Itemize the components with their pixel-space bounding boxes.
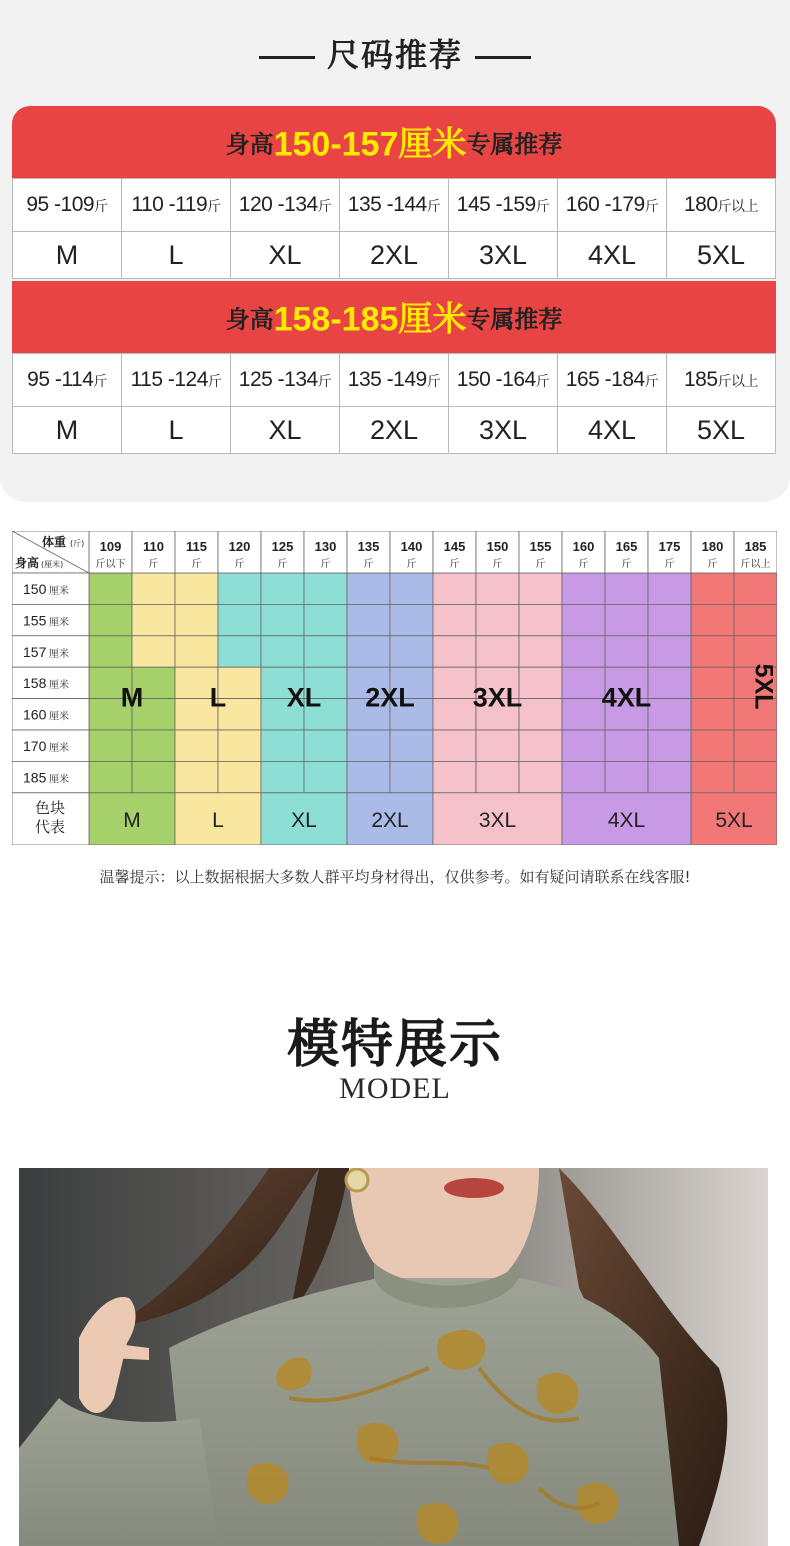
grid-cell	[304, 730, 347, 761]
height-row-value: 158	[23, 675, 47, 692]
grid-cell	[734, 730, 777, 761]
weight-cell: 125 -134斤	[231, 354, 340, 407]
legend-size-label: XL	[291, 808, 317, 832]
grid-cell	[261, 573, 304, 604]
grid-cell	[433, 699, 476, 730]
corner-height-label: 身高	[15, 556, 40, 570]
corner-weight-label: 体重	[42, 535, 67, 549]
grid-cell	[648, 699, 691, 730]
weight-header-value: 180	[701, 539, 724, 554]
size-cell: XL	[231, 407, 340, 454]
grid-cell	[476, 604, 519, 635]
size-table-158-185	[12, 353, 776, 454]
grid-cell	[519, 730, 562, 761]
size-region-label: M	[120, 682, 144, 713]
grid-cell	[89, 636, 132, 667]
weight-header-value: 165	[615, 539, 638, 554]
grid-cell	[433, 604, 476, 635]
grid-cell	[691, 761, 734, 792]
height-row-unit: 厘米	[49, 774, 69, 786]
grid-cell	[218, 761, 261, 792]
grid-cell	[476, 730, 519, 761]
size-region-label: 4XL	[601, 682, 652, 713]
grid-cell	[390, 636, 433, 667]
grid-cell	[261, 730, 304, 761]
grid-cell	[519, 761, 562, 792]
grid-cell	[519, 699, 562, 730]
corner-weight-unit: (斤)	[70, 539, 85, 548]
weight-header-value: 140	[400, 539, 423, 554]
weight-header-value: 115	[186, 539, 207, 554]
size-cell: L	[122, 232, 231, 279]
height-row-unit: 厘米	[49, 711, 69, 723]
grid-cell	[89, 573, 132, 604]
weight-header-unit: 斤	[406, 559, 417, 570]
size-recommendation-title	[0, 30, 790, 76]
grid-cell	[132, 604, 175, 635]
height-row-value: 157	[23, 643, 47, 660]
height-row-value: 155	[23, 612, 47, 629]
weight-header-value: 125	[271, 539, 294, 554]
size-cell: XL	[231, 232, 340, 279]
model-photo	[19, 1168, 768, 1546]
weight-cell: 120 -134斤	[231, 179, 340, 232]
grid-cell	[519, 636, 562, 667]
height-band-158-185	[12, 281, 776, 353]
weight-header-value: 135	[357, 539, 380, 554]
size-color-grid	[12, 531, 777, 845]
size-cell: 4XL	[558, 407, 667, 454]
title-text: 尺码推荐	[326, 36, 463, 74]
size-cell: M	[13, 232, 122, 279]
grid-cell	[562, 636, 605, 667]
size-region-label: XL	[286, 682, 322, 713]
size-region-label: L	[209, 682, 227, 713]
weight-header-unit: 斤以上	[740, 559, 771, 570]
model-photo-illustration	[19, 1168, 768, 1546]
size-cell: L	[122, 407, 231, 454]
weight-header-value: 175	[658, 539, 681, 554]
weight-row	[13, 179, 776, 232]
grid-cell	[562, 667, 605, 698]
legend-header-line: 代表	[34, 817, 66, 836]
grid-cell	[562, 699, 605, 730]
legend-size-label: M	[123, 808, 141, 832]
grid-cell	[433, 573, 476, 604]
tip-text: 温馨提示：以上数据根据大多数人群平均身材得出，仅供参考。如有疑问请联系在线客服!	[99, 868, 691, 886]
legend-header-line: 色块	[34, 798, 66, 817]
grid-cell	[648, 761, 691, 792]
title-left-dash	[259, 56, 315, 59]
weight-cell: 135 -144斤	[340, 179, 449, 232]
height-row-unit: 厘米	[49, 586, 69, 597]
weight-header-unit: 斤	[664, 559, 675, 570]
grid-cell	[433, 761, 476, 792]
weight-header-unit: 斤	[492, 559, 503, 570]
band-suffix: 专属推荐	[466, 305, 563, 334]
grid-cell	[562, 604, 605, 635]
weight-header-unit: 斤	[363, 559, 374, 570]
size-table-150-157	[12, 178, 776, 279]
size-cell: 3XL	[449, 232, 558, 279]
weight-header-value: 130	[314, 539, 337, 554]
grid-cell	[605, 604, 648, 635]
grid-cell	[390, 730, 433, 761]
weight-header-value: 145	[443, 539, 466, 554]
grid-cell	[132, 761, 175, 792]
grid-cell	[562, 573, 605, 604]
weight-cell: 115 -124斤	[122, 354, 231, 407]
grid-cell	[347, 573, 390, 604]
grid-cell	[390, 604, 433, 635]
grid-cell	[691, 730, 734, 761]
grid-cell	[605, 730, 648, 761]
grid-cell	[734, 761, 777, 792]
title-right-dash	[475, 56, 531, 59]
grid-cell	[218, 636, 261, 667]
grid-cell	[132, 573, 175, 604]
band-suffix: 专属推荐	[466, 130, 563, 159]
weight-header-unit: 斤	[191, 559, 202, 570]
grid-cell	[691, 573, 734, 604]
size-region-label: 3XL	[472, 682, 523, 713]
weight-header-value: 160	[572, 539, 595, 554]
grid-cell	[175, 604, 218, 635]
grid-cell	[347, 730, 390, 761]
grid-cell	[476, 761, 519, 792]
weight-cell: 185斤以上	[667, 354, 776, 407]
weight-cell: 160 -179斤	[558, 179, 667, 232]
weight-row	[13, 354, 776, 407]
height-row-value: 170	[23, 738, 47, 754]
grid-cell	[734, 573, 777, 604]
grid-cell	[218, 573, 261, 604]
weight-header-value: 150	[486, 539, 509, 554]
legend-size-label: 2XL	[371, 808, 409, 832]
grid-cell	[390, 761, 433, 792]
weight-cell: 145 -159斤	[449, 179, 558, 232]
weight-header-unit: 斤	[320, 559, 331, 570]
grid-cell	[304, 604, 347, 635]
grid-cell	[304, 573, 347, 604]
weight-header-value: 185	[744, 539, 767, 554]
weight-cell: 135 -149斤	[340, 354, 449, 407]
grid-cell	[433, 667, 476, 698]
grid-cell	[89, 604, 132, 635]
grid-cell	[175, 573, 218, 604]
grid-cell	[304, 636, 347, 667]
grid-cell	[734, 604, 777, 635]
grid-cell	[175, 761, 218, 792]
band-highlight: 150-157厘米	[273, 125, 467, 164]
size-cell: 5XL	[667, 407, 776, 454]
weight-header-unit: 斤	[578, 559, 589, 570]
height-row-value: 160	[23, 706, 47, 723]
weight-header-unit: 斤	[535, 559, 546, 570]
height-row-unit: 厘米	[49, 743, 69, 754]
size-cell: M	[13, 407, 122, 454]
weight-header-value: 155	[529, 539, 552, 554]
grid-cell	[605, 573, 648, 604]
grid-cell	[691, 699, 734, 730]
grid-cell	[433, 636, 476, 667]
weight-cell: 150 -164斤	[449, 354, 558, 407]
height-row-unit: 厘米	[49, 648, 69, 660]
legend-size-label: 4XL	[607, 808, 646, 832]
model-subtitle: MODEL	[339, 1072, 451, 1105]
grid-cell	[648, 667, 691, 698]
weight-cell: 165 -184斤	[558, 354, 667, 407]
band-prefix: 身高	[225, 130, 274, 159]
height-row-unit: 厘米	[49, 617, 69, 629]
height-row-value: 150	[23, 581, 47, 597]
grid-cell	[648, 730, 691, 761]
grid-cell	[132, 730, 175, 761]
grid-cell	[218, 604, 261, 635]
weight-header-unit: 斤	[707, 559, 718, 570]
legend-size-label: 5XL	[715, 808, 753, 832]
weight-header-value: 110	[143, 539, 164, 554]
size-region-label: 2XL	[365, 682, 415, 713]
grid-cell	[691, 636, 734, 667]
height-band-150-157	[12, 106, 776, 178]
grid-cell	[261, 604, 304, 635]
grid-cell	[347, 761, 390, 792]
grid-cell	[89, 761, 132, 792]
size-cell: 2XL	[340, 232, 449, 279]
grid-cell	[390, 573, 433, 604]
model-title: 模特展示	[286, 1014, 503, 1075]
grid-cell	[132, 636, 175, 667]
weight-cell: 95 -114斤	[13, 354, 122, 407]
grid-cell	[175, 636, 218, 667]
size-cell: 5XL	[667, 232, 776, 279]
grid-cell	[648, 636, 691, 667]
grid-cell	[261, 636, 304, 667]
weight-cell: 110 -119斤	[122, 179, 231, 232]
grid-cell	[562, 730, 605, 761]
grid-cell	[734, 636, 777, 667]
grid-cell	[562, 761, 605, 792]
legend-size-label: L	[212, 808, 224, 832]
grid-cell	[433, 730, 476, 761]
weight-header-value: 109	[99, 539, 122, 554]
grid-cell	[519, 573, 562, 604]
grid-cell	[261, 761, 304, 792]
size-row	[13, 232, 776, 279]
grid-cell	[519, 604, 562, 635]
weight-cell: 180斤以上	[667, 179, 776, 232]
grid-cell	[218, 730, 261, 761]
height-row-unit: 厘米	[49, 680, 69, 692]
grid-cell	[476, 573, 519, 604]
grid-cell	[519, 667, 562, 698]
grid-cell	[347, 636, 390, 667]
corner-height-unit: (厘米)	[41, 560, 64, 569]
grid-cell	[89, 730, 132, 761]
grid-cell	[648, 573, 691, 604]
grid-cell	[691, 604, 734, 635]
size-cell: 4XL	[558, 232, 667, 279]
grid-cell	[691, 667, 734, 698]
weight-header-unit: 斤以下	[95, 559, 126, 570]
grid-cell	[347, 604, 390, 635]
weight-header-unit: 斤	[277, 559, 288, 570]
size-region-label-5xl: 5XL	[749, 663, 777, 710]
grid-cell	[304, 761, 347, 792]
band-highlight: 158-185厘米	[273, 300, 467, 339]
grid-cell	[476, 636, 519, 667]
weight-header-unit: 斤	[234, 559, 245, 570]
weight-header-unit: 斤	[449, 559, 460, 570]
weight-header-unit: 斤	[621, 559, 632, 570]
grid-cell	[605, 761, 648, 792]
size-color-grid-svg	[12, 531, 777, 845]
band-prefix: 身高	[225, 305, 274, 334]
weight-header-unit: 斤	[148, 559, 159, 570]
grid-cell	[605, 636, 648, 667]
weight-header-value: 120	[228, 539, 251, 554]
weight-cell: 95 -109斤	[13, 179, 122, 232]
height-row-value: 185	[23, 769, 47, 786]
size-cell: 3XL	[449, 407, 558, 454]
size-row	[13, 407, 776, 454]
grid-cell	[648, 604, 691, 635]
legend-size-label: 3XL	[478, 808, 517, 832]
grid-cell	[175, 730, 218, 761]
size-cell: 2XL	[340, 407, 449, 454]
